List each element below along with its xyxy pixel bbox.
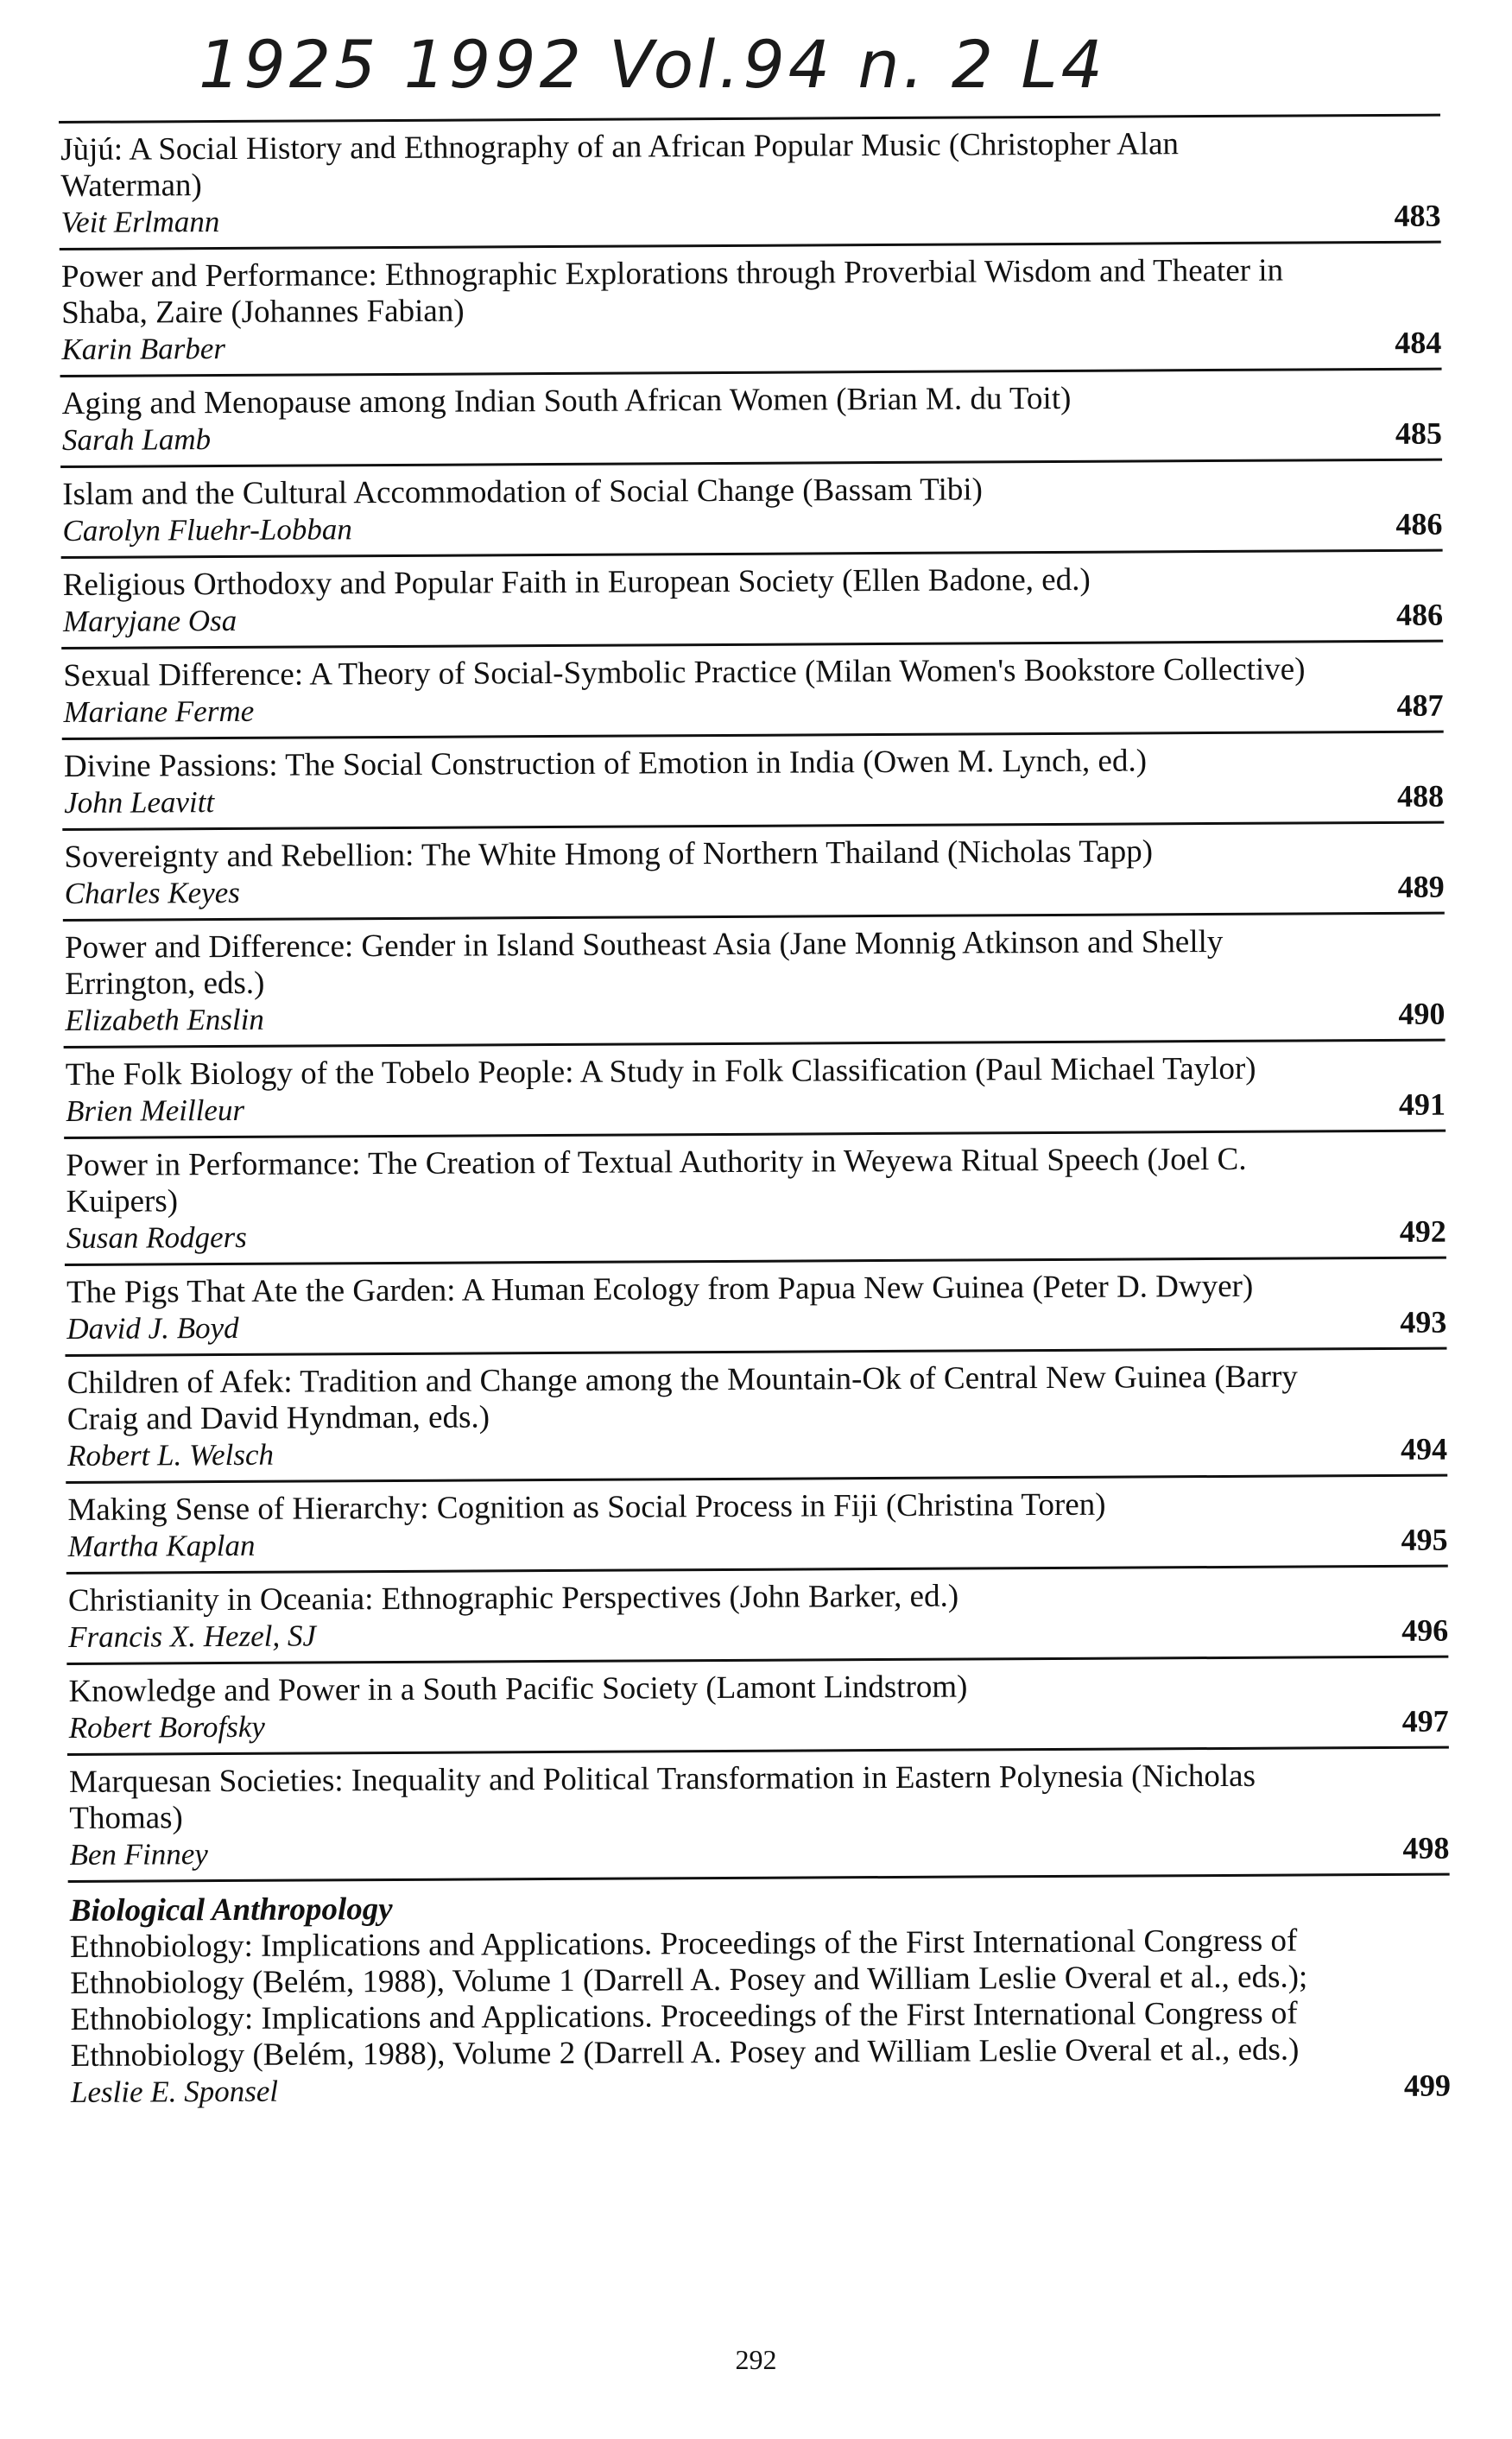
entry-reviewer: Leslie E. Sponsel (70, 2074, 279, 2109)
entry-page: 484 (1395, 325, 1442, 360)
toc-entry (62, 731, 1445, 828)
toc-entry (60, 368, 1443, 466)
entry-page: 489 (1397, 869, 1445, 904)
entry-page: 496 (1401, 1612, 1449, 1648)
entry-page: 491 (1398, 1086, 1446, 1122)
handwritten-call-number: 1925 1992 Vol.94 n. 2 L4 (199, 26, 1107, 103)
toc-entry (65, 1257, 1447, 1354)
section-biological-anthropology (68, 1873, 1451, 2118)
toc-entry (66, 1565, 1449, 1663)
entry-reviewer: David J. Boyd (66, 1310, 239, 1346)
toc-entry (61, 640, 1444, 738)
entry-reviewer: Elizabeth Enslin (65, 1002, 264, 1037)
entry-title: Knowledge and Power in a South Pacific Society (Lamont Lindstrom) (68, 1669, 968, 1709)
entry-title: Aging and Menopause among Indian South African Women (Brian M. du Toit) (61, 380, 1072, 421)
entry-title: Power and Performance: Ethnographic Explorations through Proverbial Wisdom and Theater in Shaba, Zaire (Johannes Fabian) (60, 252, 1284, 331)
entry-page: 498 (1402, 1830, 1450, 1866)
table-of-contents (59, 114, 1451, 2118)
toc-entry (59, 114, 1441, 248)
entry-reviewer: Martha Kaplan (67, 1528, 256, 1563)
entry-reviewer: Brien Meilleur (65, 1093, 245, 1128)
toc-entry (60, 459, 1443, 556)
entry-title: Sovereignty and Rebellion: The White Hmong of Northern Thailand (Nicholas Tapp) (64, 833, 1154, 875)
page-number: 292 (735, 2344, 777, 2375)
entry-title: Islam and the Cultural Accommodation of Social Change (Bassam Tibi) (62, 472, 984, 512)
entry-page: 488 (1397, 778, 1445, 814)
toc-entry (65, 1347, 1447, 1481)
entry-page: 483 (1394, 198, 1441, 233)
toc-entry (66, 1656, 1449, 1753)
entry-page: 499 (1403, 2068, 1452, 2103)
entry-reviewer: Veit Erlmann (60, 205, 220, 239)
entry-page: 492 (1399, 1213, 1446, 1249)
entry-title: Power and Difference: Gender in Island Southeast Asia (Jane Monnig Atkinson and Shelly Errington, eds.) (64, 923, 1224, 1002)
toc-entry (64, 1130, 1446, 1264)
entry-reviewer: Karin Barber (61, 331, 226, 366)
entry-reviewer: John Leavitt (64, 785, 215, 820)
entry-title: Christianity in Oceania: Ethnographic Perspectives (John Barker, ed.) (67, 1578, 959, 1619)
entry-page: 487 (1396, 687, 1444, 723)
entry-reviewer: Charles Keyes (64, 875, 240, 910)
toc-entry (62, 821, 1445, 919)
entry-page: 486 (1395, 506, 1443, 542)
entry-title: Jùjú: A Social History and Ethnography of an African Popular Music (Christopher Alan Waterman) (60, 126, 1180, 204)
entry-title: Ethnobiology: Implications and Applications. Proceedings of the First International Congress of Ethnobiology (Belém, 1988), Volume 1 (Darrell A. Posey and William Leslie Overal et al., eds.); Ethnobiology: Implications and Applications. Proceedings of the First International Congress of Ethnobiology (Belém, 1988), Volume 2 (Darrell A. Posey and William Leslie Overal et al., eds.) (69, 1923, 1308, 2074)
entry-reviewer: Mariane Ferme (63, 694, 255, 729)
toc-entry (64, 1039, 1446, 1137)
entry-reviewer: Maryjane Osa (62, 603, 237, 638)
entry-title: Marquesan Societies: Inequality and Political Transformation in Eastern Polynesia (Nicholas Thomas) (68, 1758, 1256, 1836)
entry-title: The Folk Biology of the Tobelo People: A Study in Folk Classification (Paul Michael Taylor) (65, 1050, 1256, 1093)
entry-reviewer: Sarah Lamb (61, 422, 212, 457)
toc-entry (66, 1474, 1448, 1572)
entry-page: 493 (1400, 1304, 1447, 1340)
toc-entry (67, 1746, 1450, 1880)
entry-reviewer: Robert Borofsky (68, 1709, 265, 1745)
entry-page: 497 (1401, 1703, 1449, 1739)
section-heading: Biological Anthropology (69, 1891, 393, 1929)
entry-page: 490 (1398, 996, 1446, 1031)
toc-entry (63, 912, 1446, 1046)
entry-title: Making Sense of Hierarchy: Cognition as Social Process in Fiji (Christina Toren) (67, 1486, 1106, 1528)
toc-entry (60, 241, 1442, 375)
entry-reviewer: Carolyn Fluehr-Lobban (62, 512, 352, 548)
entry-page: 495 (1401, 1522, 1448, 1557)
entry-title: Divine Passions: The Social Construction of Emotion in India (Owen M. Lynch, ed.) (63, 743, 1148, 784)
entry-page: 494 (1400, 1431, 1448, 1467)
entry-title: The Pigs That Ate the Garden: A Human Ecology from Papua New Guinea (Peter D. Dwyer) (66, 1268, 1254, 1310)
entry-page: 485 (1395, 415, 1443, 451)
toc-entry (61, 549, 1444, 647)
entry-page: 486 (1395, 597, 1444, 632)
entry-reviewer: Susan Rodgers (66, 1220, 247, 1255)
entry-title: Power in Performance: The Creation of Textual Authority in Weyewa Ritual Speech (Joel C. Kuipers) (66, 1141, 1247, 1220)
entry-reviewer: Robert L. Welsch (66, 1437, 275, 1473)
entry-title: Sexual Difference: A Theory of Social-Symbolic Practice (Milan Women's Bookstore Collective) (63, 651, 1306, 694)
entry-reviewer: Francis X. Hezel, SJ (68, 1619, 317, 1654)
entry-title: Children of Afek: Tradition and Change among the Mountain-Ok of Central New Guinea (Barry Craig and David Hyndman, eds.) (66, 1359, 1298, 1437)
entry-title: Religious Orthodoxy and Popular Faith in European Society (Ellen Badone, ed.) (62, 561, 1091, 603)
entry-reviewer: Ben Finney (69, 1837, 208, 1872)
